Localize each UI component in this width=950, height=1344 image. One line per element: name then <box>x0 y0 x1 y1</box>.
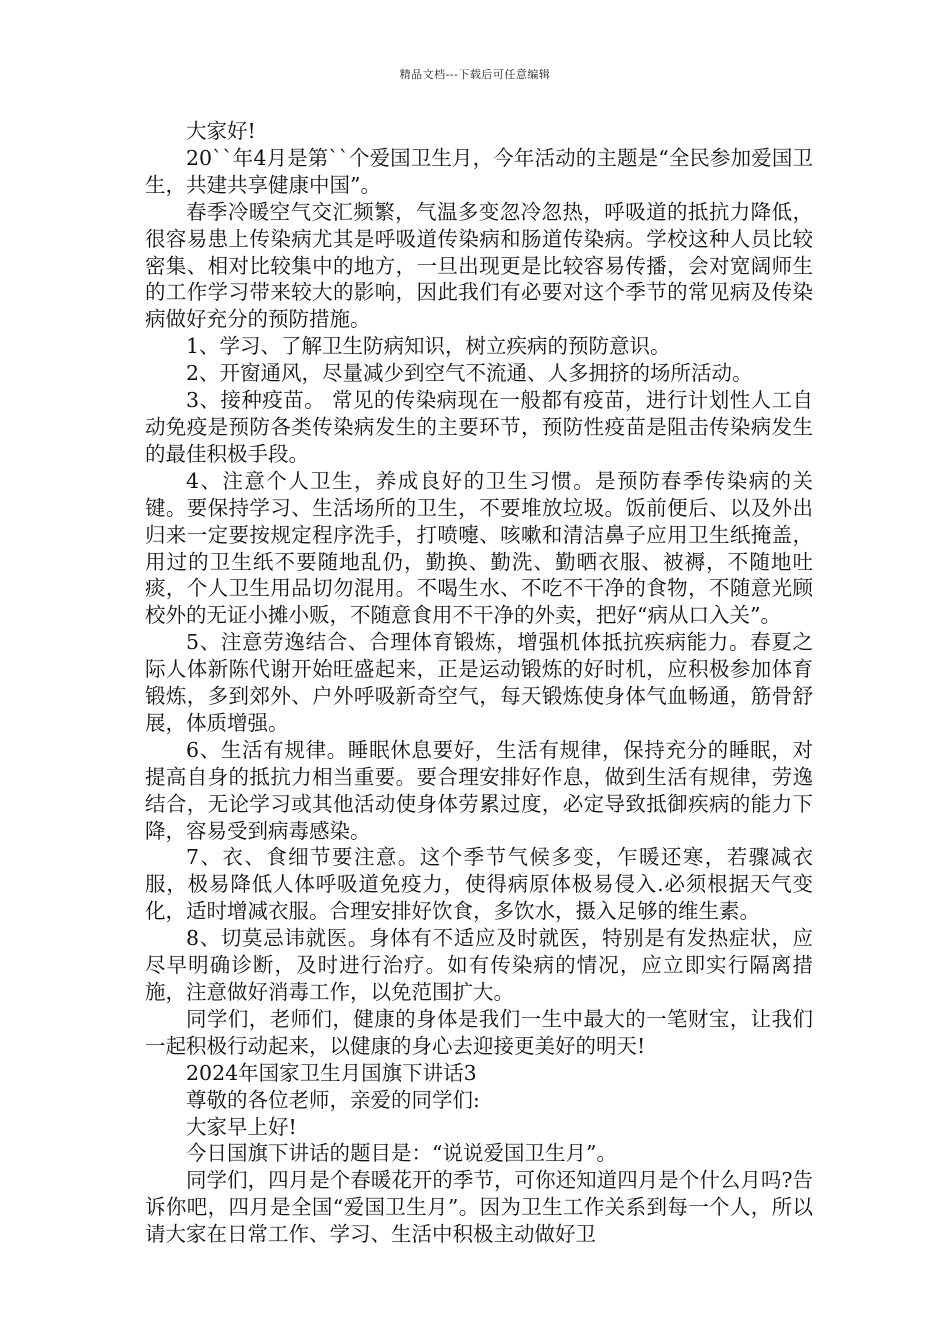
closing-paragraph: 同学们，老师们，健康的身体是我们一生中最大的一笔财宝，让我们一起积极行动起来，以健康的身心去迎接更美好的明天! <box>145 1006 813 1058</box>
page-header: 精品文档---下载后可任意编辑 <box>399 68 551 81</box>
salutation: 尊敬的各位老师，亲爱的同学们: <box>186 1087 480 1112</box>
intro-paragraph: 春季冷暖空气交汇频繁，气温多变忽冷忽热，呼吸道的抵抗力降低，很容易患上传染病尤其是呼吸道传染病和肠道传染病。学校这种人员比较密集、相对比较集中的地方，一旦出现更是比较容易传播，会对宽阔师生的工作学习带来较大的影响，因此我们有必要对这个季节的常见病及传染病做好充分的预防措施。 <box>145 199 813 332</box>
greeting: 大家好! <box>186 119 256 143</box>
speech-topic: 今日国旗下讲话的题目是：“说说爱国卫生月”。 <box>186 1141 617 1166</box>
section-title: 2024年国家卫生月国旗下讲话3 <box>186 1060 477 1085</box>
theme-paragraph: 20``年4月是第``个爱国卫生月，今年活动的主题是“全民参加爱国卫生，共建共享健康中国”。 <box>145 145 813 197</box>
document-body <box>145 118 813 1248</box>
speech-body: 同学们，四月是个春暖花开的季节，可你还知道四月是个什么月吗?告诉你吧，四月是全国“爱国卫生月”。因为卫生工作关系到每一个人，所以请大家在日常工作、学习、生活中积极主动做好卫 <box>145 1168 813 1247</box>
tip-3: 3、接种疫苗。 常见的传染病现在一般都有疫苗，进行计划性人工自动免疫是预防各类传染病发生的主要环节，预防性疫苗是阻击传染病发生的最佳积极手段。 <box>145 388 813 466</box>
tip-5: 5、注意劳逸结合、合理体育锻炼，增强机体抵抗疾病能力。春夏之际人体新陈代谢开始旺盛起来，正是运动锻炼的好时机，应积极参加体育锻炼，多到郊外、户外呼吸新奇空气，每天锻炼使身体气血畅通，筋骨舒展，体质增强。 <box>145 630 813 735</box>
tip-2: 2、开窗通风，尽量减少到空气不流通、人多拥挤的场所活动。 <box>186 361 753 386</box>
morning-greeting: 大家早上好! <box>186 1114 297 1139</box>
tip-4: 4、注意个人卫生，养成良好的卫生习惯。是预防春季传染病的关键。要保持学习、生活场所的卫生，不要堆放垃圾。饭前便后、以及外出归来一定要按规定程序洗手，打喷嚏、咳嗽和清洁鼻子应用卫生纸掩盖，用过的卫生纸不要随地乱仍，勤换、勤洗、勤晒衣服、被褥，不随地吐痰，个人卫生用品切勿混用。不喝生水、不吃不干净的食物，不随意光顾校外的无证小摊小贩，不随意食用不干净的外卖，把好“病从口入关”。 <box>145 468 813 628</box>
tip-7: 7、衣、食细节要注意。这个季节气候多变，乍暖还寒，若骤减衣服，极易降低人体呼吸道免疫力，使得病原体极易侵入.必须根据天气变化，适时增减衣服。合理安排好饮食，多饮水，摄入足够的维生素。 <box>145 845 813 924</box>
tip-1: 1、学习、了解卫生防病知识，树立疾病的预防意识。 <box>186 334 671 359</box>
tip-6: 6、生活有规律。睡眠休息要好，生活有规律，保持充分的睡眠，对提高自身的抵抗力相当重要。要合理安排好作息，做到生活有规律，劳逸结合，无论学习或其他活动使身体劳累过度，必定导致抵御疾病的能力下降，容易受到病毒感染。 <box>145 737 813 843</box>
tip-8: 8、切莫忌讳就医。身体有不适应及时就医，特别是有发热症状，应尽早明确诊断，及时进行治疗。如有传染病的情况，应立即实行隔离措施，注意做好消毒工作，以免范围扩大。 <box>145 926 813 1004</box>
